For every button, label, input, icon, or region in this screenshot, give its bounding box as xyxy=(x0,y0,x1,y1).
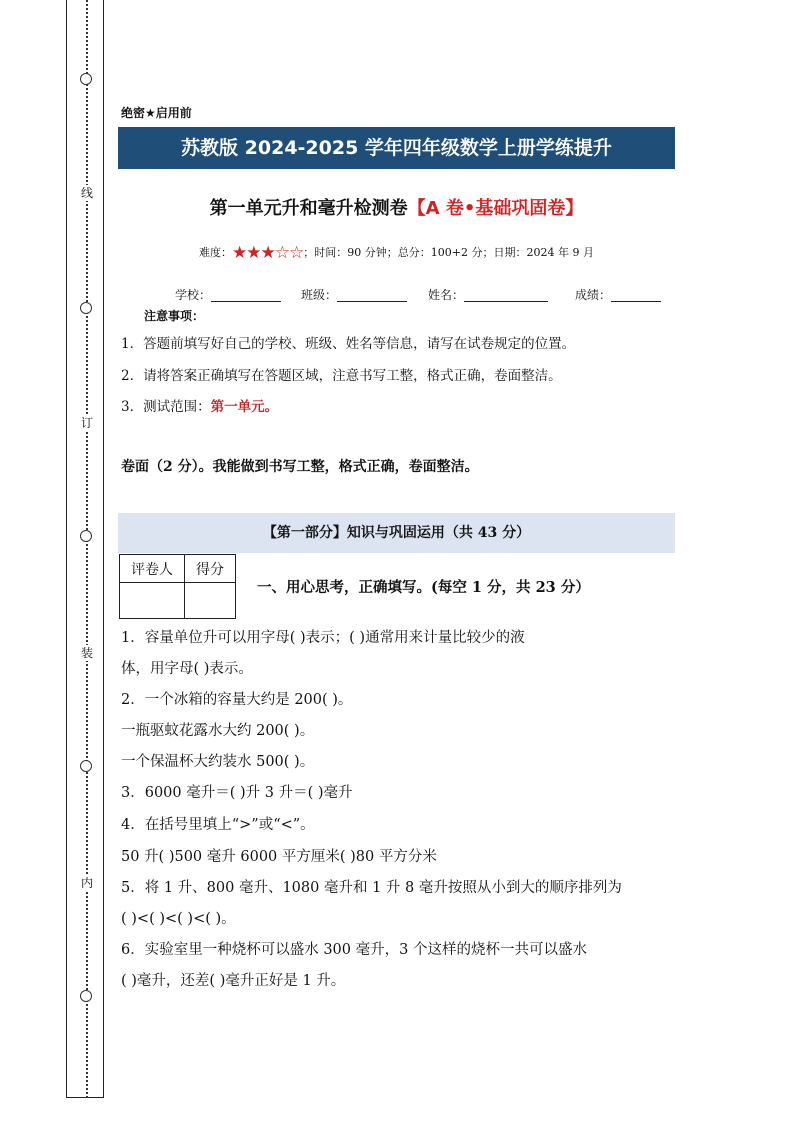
question-5-line-1: 5．将 1 升、800 毫升、1080 毫升和 1 升 8 毫升按照从小到大的顺序排列为 xyxy=(121,880,622,896)
grader-cell[interactable] xyxy=(120,583,185,619)
binding-circle xyxy=(80,760,92,772)
notice-item-1: 1．答题前填写好自己的学校、班级、姓名等信息，请写在试卷规定的位置。 xyxy=(121,336,576,352)
binding-circle xyxy=(80,73,92,85)
notice-title: 注意事项： xyxy=(144,309,205,323)
subtitle-tag: 【A 卷•基础巩固卷】 xyxy=(407,198,584,219)
star-empty-icon: ☆☆ xyxy=(274,243,304,263)
binding-label-xian: 线 xyxy=(78,185,96,201)
question-2-line-1: 2．一个冰箱的容量大约是 200( )。 xyxy=(121,692,353,708)
binding-label-zhuang: 装 xyxy=(78,645,96,661)
name-field[interactable] xyxy=(428,286,548,303)
binding-circle xyxy=(80,530,92,542)
score-field[interactable] xyxy=(575,286,661,303)
exam-subtitle xyxy=(118,194,675,220)
section-one-title: 一、用心思考，正确填写。(每空 1 分，共 23 分） xyxy=(257,579,590,596)
question-4-line-2: 50 升( )500 毫升 6000 平方厘米( )80 平方分米 xyxy=(121,849,437,865)
notice-item-3 xyxy=(121,395,278,415)
score-blank[interactable] xyxy=(611,288,661,302)
star-filled-icon: ★★★ xyxy=(232,243,275,263)
difficulty-stars xyxy=(232,243,303,263)
class-field[interactable] xyxy=(301,286,407,303)
neatness-statement: 卷面（2 分）。我能做到书写工整，格式正确，卷面整洁。 xyxy=(121,459,479,475)
student-info-row xyxy=(118,286,675,306)
question-6-line-1: 6．实验室里一种烧杯可以盛水 300 毫升，3 个这样的烧杯一共可以盛水 xyxy=(121,942,587,958)
binding-label-nei: 内 xyxy=(78,875,96,891)
question-3: 3．6000 毫升＝( )升 3 升＝( )毫升 xyxy=(121,785,353,801)
question-4-line-1: 4．在括号里填上“>”或“<”。 xyxy=(121,817,315,833)
score-cell[interactable] xyxy=(185,583,236,619)
school-blank[interactable] xyxy=(211,288,281,302)
test-scope: 第一单元。 xyxy=(210,399,279,415)
binding-margin xyxy=(66,0,104,1098)
notice-item-2: 2．请将答案正确填写在答题区域，注意书写工整，格式正确，卷面整洁。 xyxy=(121,368,562,384)
question-5-line-2: ( )<( )<( )<( )。 xyxy=(121,911,236,927)
question-2-line-3: 一个保温杯大约装水 500( )。 xyxy=(121,754,315,770)
subtitle-main: 第一单元升和毫升检测卷 xyxy=(209,198,408,219)
banner-title: 苏教版 2024-2025 学年四年级数学上册学练提升 xyxy=(118,127,675,169)
question-1-line-1: 1．容量单位升可以用字母( )表示；( )通常用来计量比较少的液 xyxy=(121,630,525,646)
binding-circle xyxy=(80,990,92,1002)
secret-label: 绝密★启用前 xyxy=(121,106,192,120)
question-2-line-2: 一瓶驱蚊花露水大约 200( )。 xyxy=(121,723,315,739)
class-label: 班级： xyxy=(301,288,338,302)
grader-header: 评卷人 xyxy=(120,555,185,583)
binding-dotted-line xyxy=(86,0,88,1098)
notice-item-3-prefix: 3．测试范围： xyxy=(121,399,211,415)
difficulty-label: 难度： xyxy=(199,246,233,259)
meta-details: ；时间：90 分钟；总分：100+2 分；日期：2024 年 9 月 xyxy=(303,246,594,259)
grader-table xyxy=(119,554,236,619)
binding-label-ding: 订 xyxy=(78,415,96,431)
score-label: 成绩： xyxy=(575,288,612,302)
exam-meta xyxy=(118,243,675,263)
school-field[interactable] xyxy=(175,286,281,303)
question-6-line-2: ( )毫升，还差( )毫升正好是 1 升。 xyxy=(121,973,346,989)
name-label: 姓名： xyxy=(428,288,465,302)
binding-circle xyxy=(80,302,92,314)
name-blank[interactable] xyxy=(464,288,548,302)
class-blank[interactable] xyxy=(337,288,407,302)
school-label: 学校： xyxy=(175,288,212,302)
question-1-line-2: 体，用字母( )表示。 xyxy=(121,661,253,677)
part-one-header: 【第一部分】知识与巩固运用（共 43 分） xyxy=(118,513,675,553)
score-header: 得分 xyxy=(185,555,236,583)
